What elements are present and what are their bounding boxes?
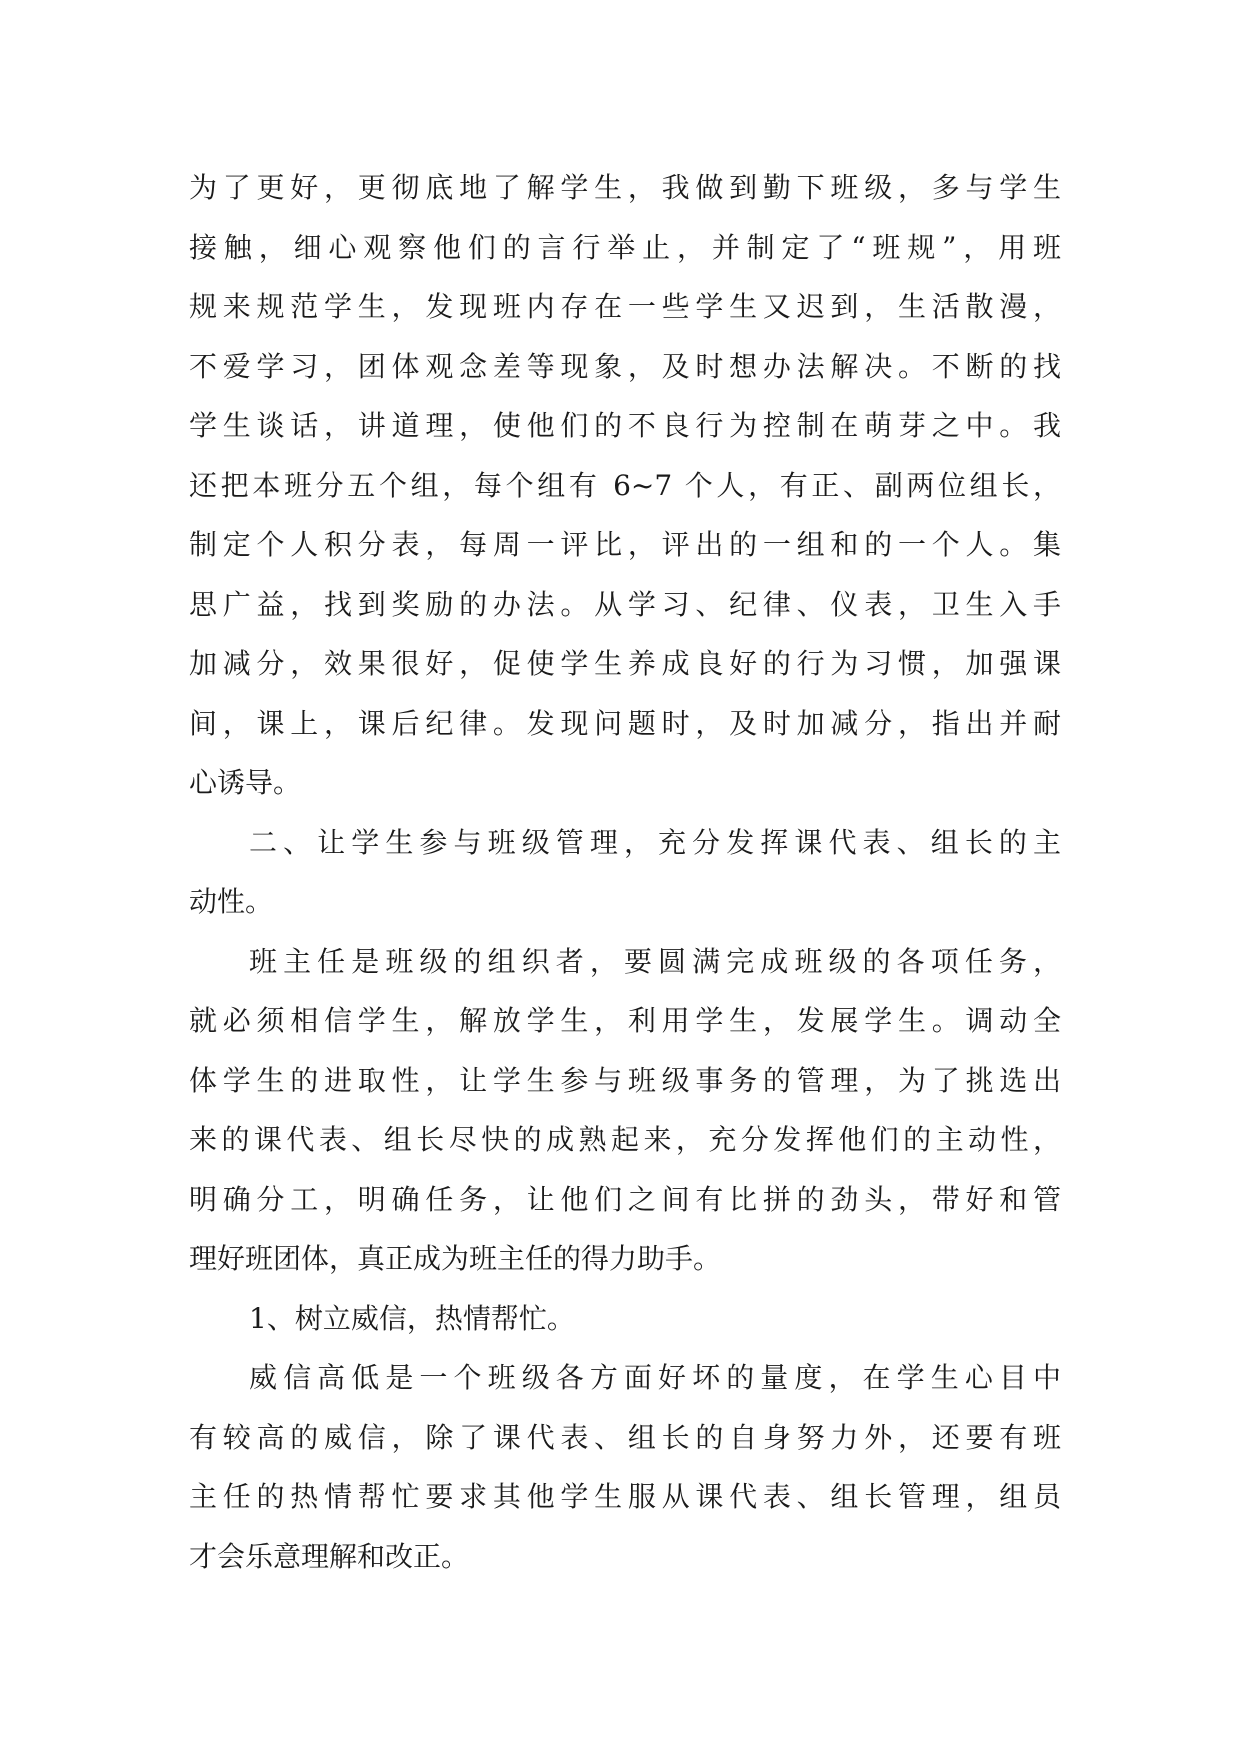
text-line: 就必须相信学生，解放学生，利用学生，发展学生。调动全 [189, 1004, 1061, 1037]
text-line: 规来规范学生，发现班内存在一些学生又迟到，生活散漫， [189, 290, 1061, 323]
text-line: 动性。 [189, 885, 274, 918]
text-line: 1、树立威信，热情帮忙。 [249, 1301, 575, 1335]
text-line: 二、让学生参与班级管理，充分发挥课代表、组长的主 [249, 825, 1061, 859]
text-line: 明确分工，明确任务，让他们之间有比拼的劲头，带好和管 [189, 1182, 1061, 1216]
text-line: 制定个人积分表，每周一评比，评出的一组和的一个人。集 [189, 528, 1061, 561]
text-line: 学生谈话，讲道理，使他们的不良行为控制在萌芽之中。我 [189, 409, 1061, 442]
text-line: 才会乐意理解和改正。 [189, 1539, 470, 1573]
text-line: 来的课代表、组长尽快的成熟起来，充分发挥他们的主动性， [189, 1123, 1061, 1156]
text-line: 为了更好，更彻底地了解学生，我做到勤下班级，多与学生 [189, 171, 1061, 204]
text-line: 间，课上，课后纪律。发现问题时，及时加减分，指出并耐 [189, 706, 1061, 740]
text-line: 班主任是班级的组织者，要圆满完成班级的各项任务， [249, 944, 1061, 978]
text-line: 思广益，找到奖励的办法。从学习、纪律、仪表，卫生入手 [189, 587, 1061, 621]
text-line: 威信高低是一个班级各方面好坏的量度，在学生心目中 [249, 1361, 1061, 1394]
text-line: 接触，细心观察他们的言行举止，并制定了“班规”，用班 [189, 230, 1061, 264]
text-line: 心诱导。 [189, 766, 302, 799]
text-line: 加减分，效果很好，促使学生养成良好的行为习惯，加强课 [189, 647, 1061, 680]
document-body [189, 158, 1061, 1586]
text-line: 主任的热情帮忙要求其他学生服从课代表、组长管理，组员 [189, 1480, 1061, 1513]
text-line: 有较高的威信，除了课代表、组长的自身努力外，还要有班 [189, 1420, 1061, 1454]
text-line: 还把本班分五个组，每个组有 6~7 个人，有正、副两位组长， [189, 468, 1061, 502]
text-line: 体学生的进取性，让学生参与班级事务的管理，为了挑选出 [189, 1063, 1061, 1097]
text-line: 不爱学习，团体观念差等现象，及时想办法解决。不断的找 [189, 349, 1061, 383]
text-line: 理好班团体，真正成为班主任的得力助手。 [189, 1242, 722, 1275]
